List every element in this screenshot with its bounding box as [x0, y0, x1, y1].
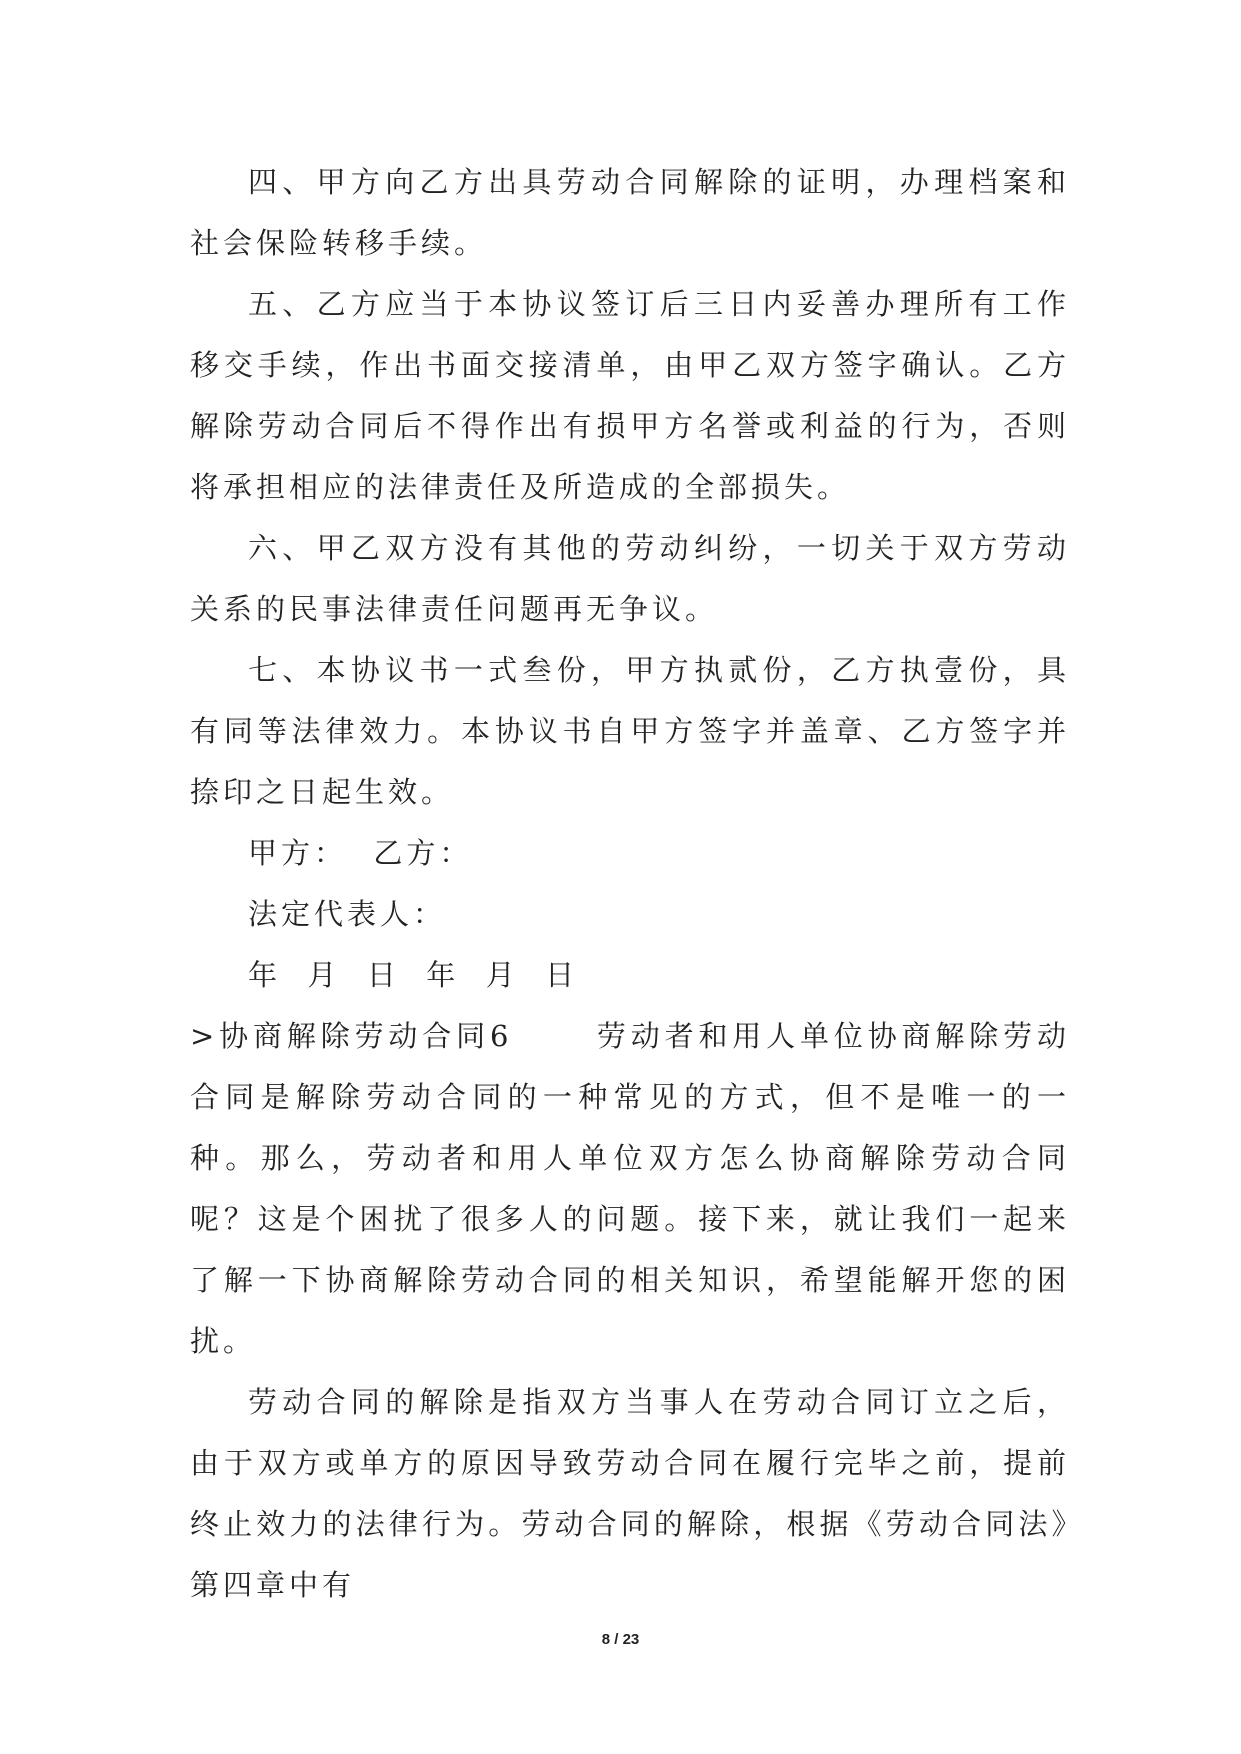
- paragraph-clause-5: 五、乙方应当于本协议签订后三日内妥善办理所有工作移交手续，作出书面交接清单，由甲乙双方签字确认。乙方解除劳动合同后不得作出有损甲方名誉或利益的行为，否则将承担相应的法律责任及所造成的全部损失。: [190, 287, 1070, 504]
- legal-representative-line: 法定代表人：: [248, 897, 447, 931]
- paragraph-clause-4: 四、甲方向乙方出具劳动合同解除的证明，办理档案和社会保险转移手续。: [190, 165, 1070, 260]
- section-heading-paragraph: >协商解除劳动合同6 劳动者和用人单位协商解除劳动合同是解除劳动合同的一种常见的方式，但不是唯一的一种。那么，劳动者和用人单位双方怎么协商解除劳动合同呢？这是个困扰了很多人的问题。接下来，就让我们一起来了解一下协商解除劳动合同的相关知识，希望能解开您的困扰。: [190, 1019, 1070, 1358]
- paragraph-definition: 劳动合同的解除是指双方当事人在劳动合同订立之后，由于双方或单方的原因导致劳动合同在履行完毕之前，提前终止效力的法律行为。劳动合同的解除，根据《劳动合同法》第四章中有: [190, 1385, 1070, 1602]
- signature-parties-line: 甲方： 乙方：: [248, 836, 473, 870]
- paragraph-clause-7: 七、本协议书一式叁份，甲方执贰份，乙方执壹份，具有同等法律效力。本协议书自甲方签字并盖章、乙方签字并捺印之日起生效。: [190, 653, 1070, 809]
- document-body: [190, 152, 1070, 1616]
- paragraph-clause-6: 六、甲乙双方没有其他的劳动纠纷，一切关于双方劳动关系的民事法律责任问题再无争议。: [190, 531, 1070, 626]
- date-line: 年 月 日 年 月 日: [248, 958, 579, 992]
- page-number: 8 / 23: [601, 1631, 640, 1648]
